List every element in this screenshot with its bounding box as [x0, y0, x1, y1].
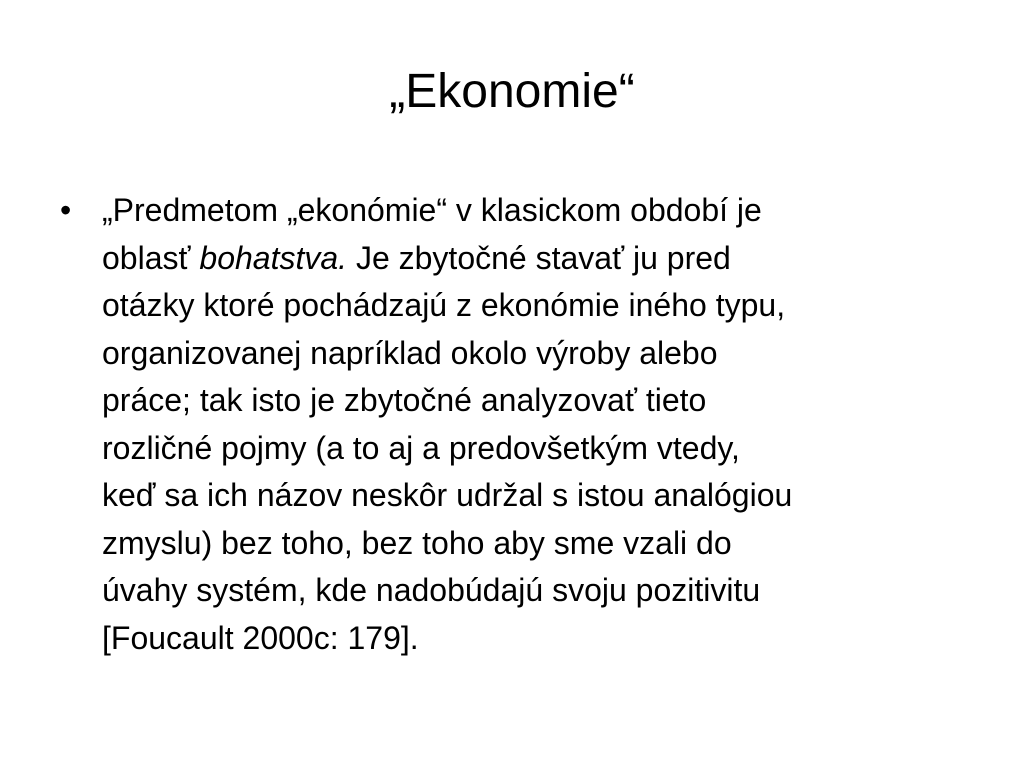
- body-line: [102, 567, 980, 615]
- body-text: otázky ktoré pochádzajú z ekonómie iného typu,: [102, 287, 786, 323]
- body-text: zmyslu) bez toho, bez toho aby sme vzali do: [102, 524, 732, 561]
- body-line: [102, 235, 980, 283]
- body-line: [102, 472, 980, 520]
- bullet-list: [60, 187, 980, 662]
- body-text: Je zbytočné stavať ju pred: [347, 239, 731, 276]
- body-line: [102, 282, 980, 330]
- body-line: [102, 615, 980, 663]
- bullet-marker: •: [60, 192, 72, 228]
- body-line: [102, 425, 980, 473]
- body-line: [102, 330, 980, 378]
- body-line: [102, 520, 980, 568]
- body-text: keď sa ich názov neskôr udržal s istou analógiou: [102, 477, 793, 513]
- list-item: [60, 187, 980, 662]
- body-line: [102, 187, 980, 235]
- emphasized-term: bohatstva.: [199, 239, 348, 276]
- body-line: [102, 377, 980, 425]
- body-text: organizovanej napríklad okolo výroby alebo: [102, 334, 718, 371]
- body-text: práce; tak isto je zbytočné analyzovať tieto: [102, 382, 707, 418]
- body-text: rozličné pojmy (a to aj a predovšetkým vtedy,: [102, 429, 740, 466]
- citation: [Foucault 2000c: 179].: [102, 619, 419, 656]
- body-text: „Predmetom „ekonómie“ v klasickom období je: [102, 192, 762, 228]
- body-text: úvahy systém, kde nadobúdajú svoju pozitivitu: [102, 572, 761, 608]
- slide-title: „Ekonomie“: [389, 65, 635, 118]
- body-text: oblasť: [102, 239, 200, 276]
